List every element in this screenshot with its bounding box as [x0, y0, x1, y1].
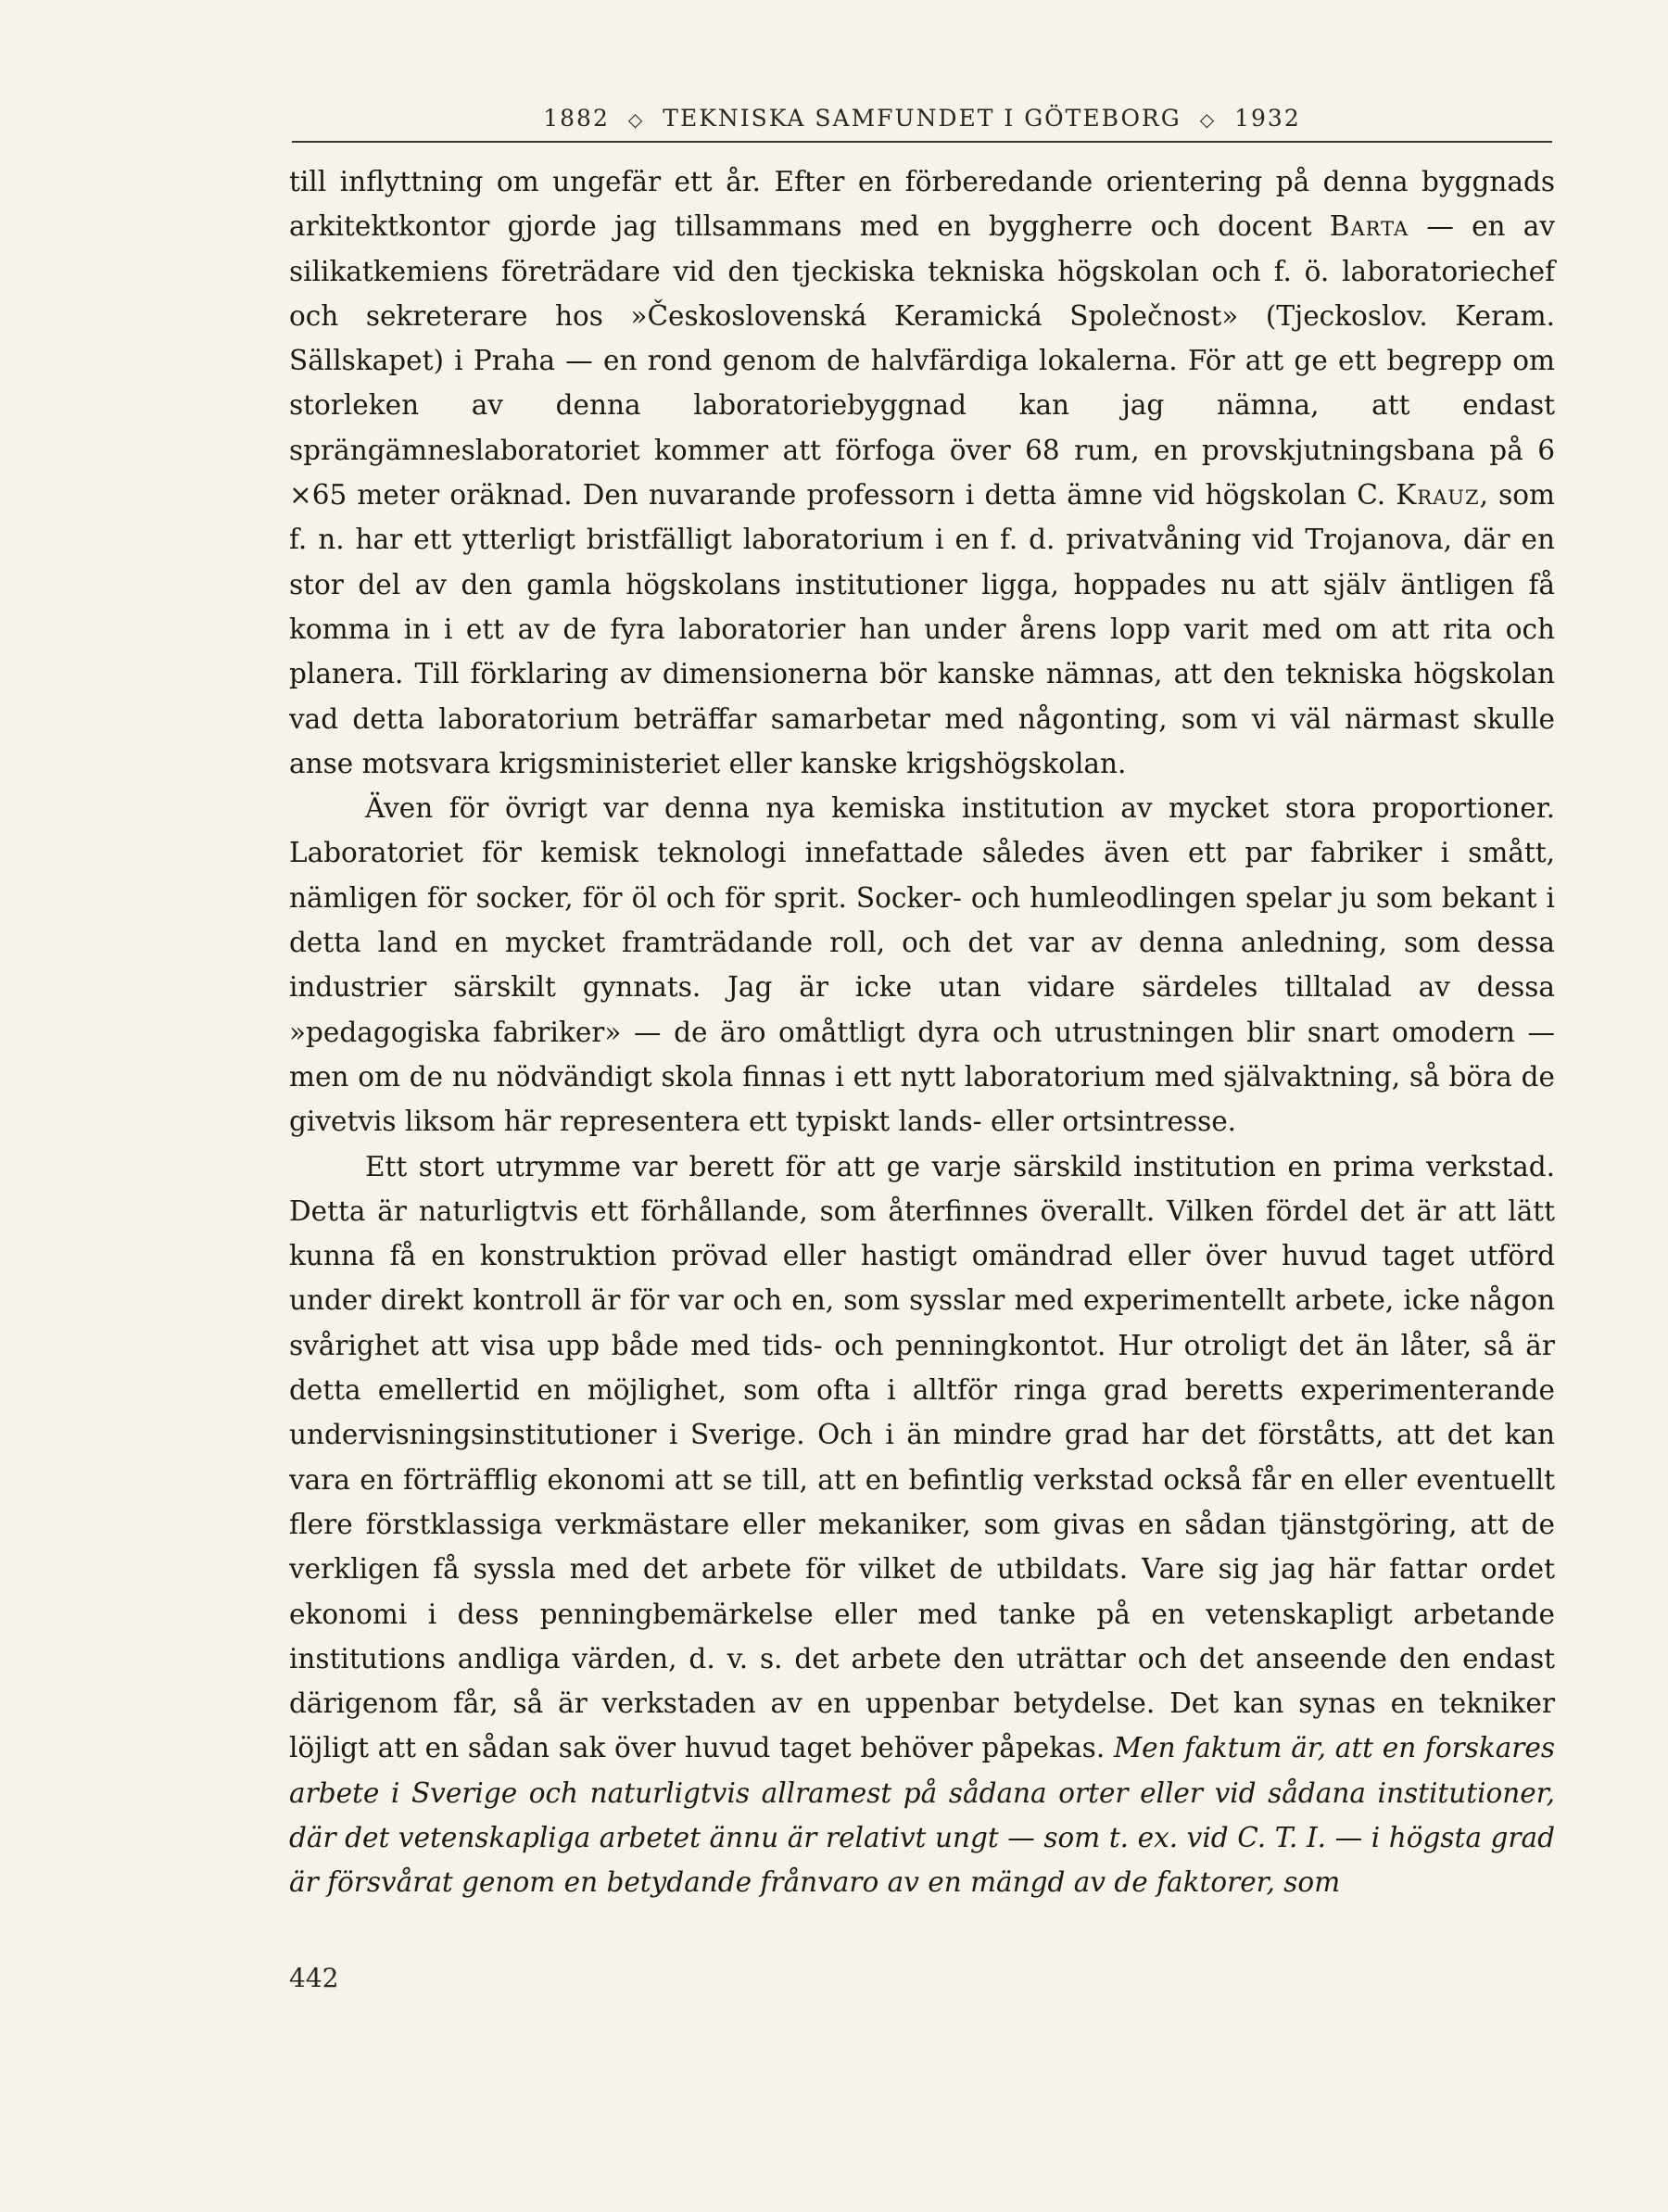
paragraph: [289, 159, 1555, 786]
paragraph-text: , som f. n. har ett ytterligt bristfälligt laboratorium i en f. d. privatvåning vid Trojanova, där en stor del av den gamla högskolans institutioner ligga, hoppades nu att själv äntligen få komma in i ett av de fyra laboratorier han under årens lopp varit med om att rita och planera. Till förklaring av dimensionerna bör kanske nämnas, att den tekniska högskolan vad detta laboratorium beträffar samarbetar med någonting, som vi väl närmast skulle anse motsvara krigsministeriet eller kanske krigshögskolan.: [289, 479, 1555, 779]
page-number: 442: [289, 1963, 339, 1993]
header-rule: [292, 141, 1552, 143]
paragraph-text: till inflyttning om ungefär ett år. Efter en förberedande orientering på denna byggnads arkitektkontor gjorde jag tillsammans med en byggherre och docent: [289, 166, 1555, 243]
ornament-icon: ◇: [1199, 108, 1217, 131]
italic-passage: Men faktum är, att en forskares arbete i Sverige och naturligtvis allramest på sådana orter eller vid sådana institutioner, där det vetenskapliga arbetet ännu är relativt ungt — som t. ex. vid C. T. I. — i högsta grad är försvårat genom en betydande frånvaro av en mängd av de faktorer, som: [289, 1732, 1555, 1899]
ornament-icon: ◇: [627, 108, 645, 131]
body-text: [289, 159, 1555, 1905]
paragraph-text: — en av silikatkemiens företrädare vid den tjeckiska tekniska högskolan och f. ö. laboratoriechef och sekreterare hos »Československá Keramická Společnost» (Tjeckoslov. Keram. Sällskapet) i Praha — en rond genom de halvfärdiga lokalerna. För att ge ett begrepp om storleken av denna laboratoriebyggnad kan jag nämna, att endast sprängämneslaboratoriet kommer att förfoga över 68 rum, en provskjutningsbana på 6 ×65 meter oräknad. Den nuvarande professorn i detta ämne vid högskolan C.: [289, 210, 1556, 512]
header-title: TEKNISKA SAMFUNDET I GÖTEBORG: [663, 105, 1182, 132]
paragraph: [289, 1144, 1555, 1905]
running-header: [292, 105, 1552, 132]
paragraph-text: Ett stort utrymme var berett för att ge varje särskild institution en prima verkstad. Detta är naturligtvis ett förhållande, som återfinnes överallt. Vilken fördel det är att lätt kunna få en konstruktion prövad eller hastigt omändrad eller över huvud taget utförd under direkt kontroll är för var och en, som sysslar med experimentellt arbete, icke någon svårighet att visa upp både med tids- och penningkontot. Hur otroligt det än låter, så är detta emellertid en möjlighet, som ofta i alltför ringa grad beretts experimenterande undervisningsinstitutioner i Sverige. Och i än mindre grad har det förståtts, att det kan vara en förträfflig ekonomi att se till, att en befintlig verkstad också får en eller eventuellt flere förstklassiga verkmästare eller mekaniker, som givas en sådan tjänstgöring, att de verkligen få syssla med det arbete för vilket de utbildats. Vare sig jag här fattar ordet ekonomi i dess penningbemärkelse eller med tanke på en vetenskapligt arbetande institutions andliga värden, d. v. s. det arbete den uträttar och det anseende den endast därigenom får, så är verkstaden av en uppenbar betydelse. Det kan synas en tekniker löjligt att en sådan sak över huvud taget behöver påpekas.: [289, 1150, 1555, 1764]
person-name: Krauz: [1396, 479, 1480, 512]
person-name: Barta: [1329, 210, 1409, 243]
paragraph: Även för övrigt var denna nya kemiska institution av mycket stora proportioner. Laboratoriet för kemisk teknologi innefattade således även ett par fabriker i smått, nämligen för socker, för öl och för sprit. Socker- och humleodlingen spelar ju som bekant i detta land en mycket framträdande roll, och det var av denna anledning, som dessa industrier särskilt gynnats. Jag är icke utan vidare särdeles tilltalad av dessa »pedagogiska fabriker» — de äro omåttligt dyra och utrustningen blir snart omodern — men om de nu nödvändigt skola finnas i ett nytt laboratorium med självaktning, så böra de givetvis liksom här representera ett typiskt lands- eller ortsintresse.: [289, 792, 1555, 1138]
header-year-start: 1882: [543, 105, 610, 132]
header-year-end: 1932: [1234, 105, 1301, 132]
